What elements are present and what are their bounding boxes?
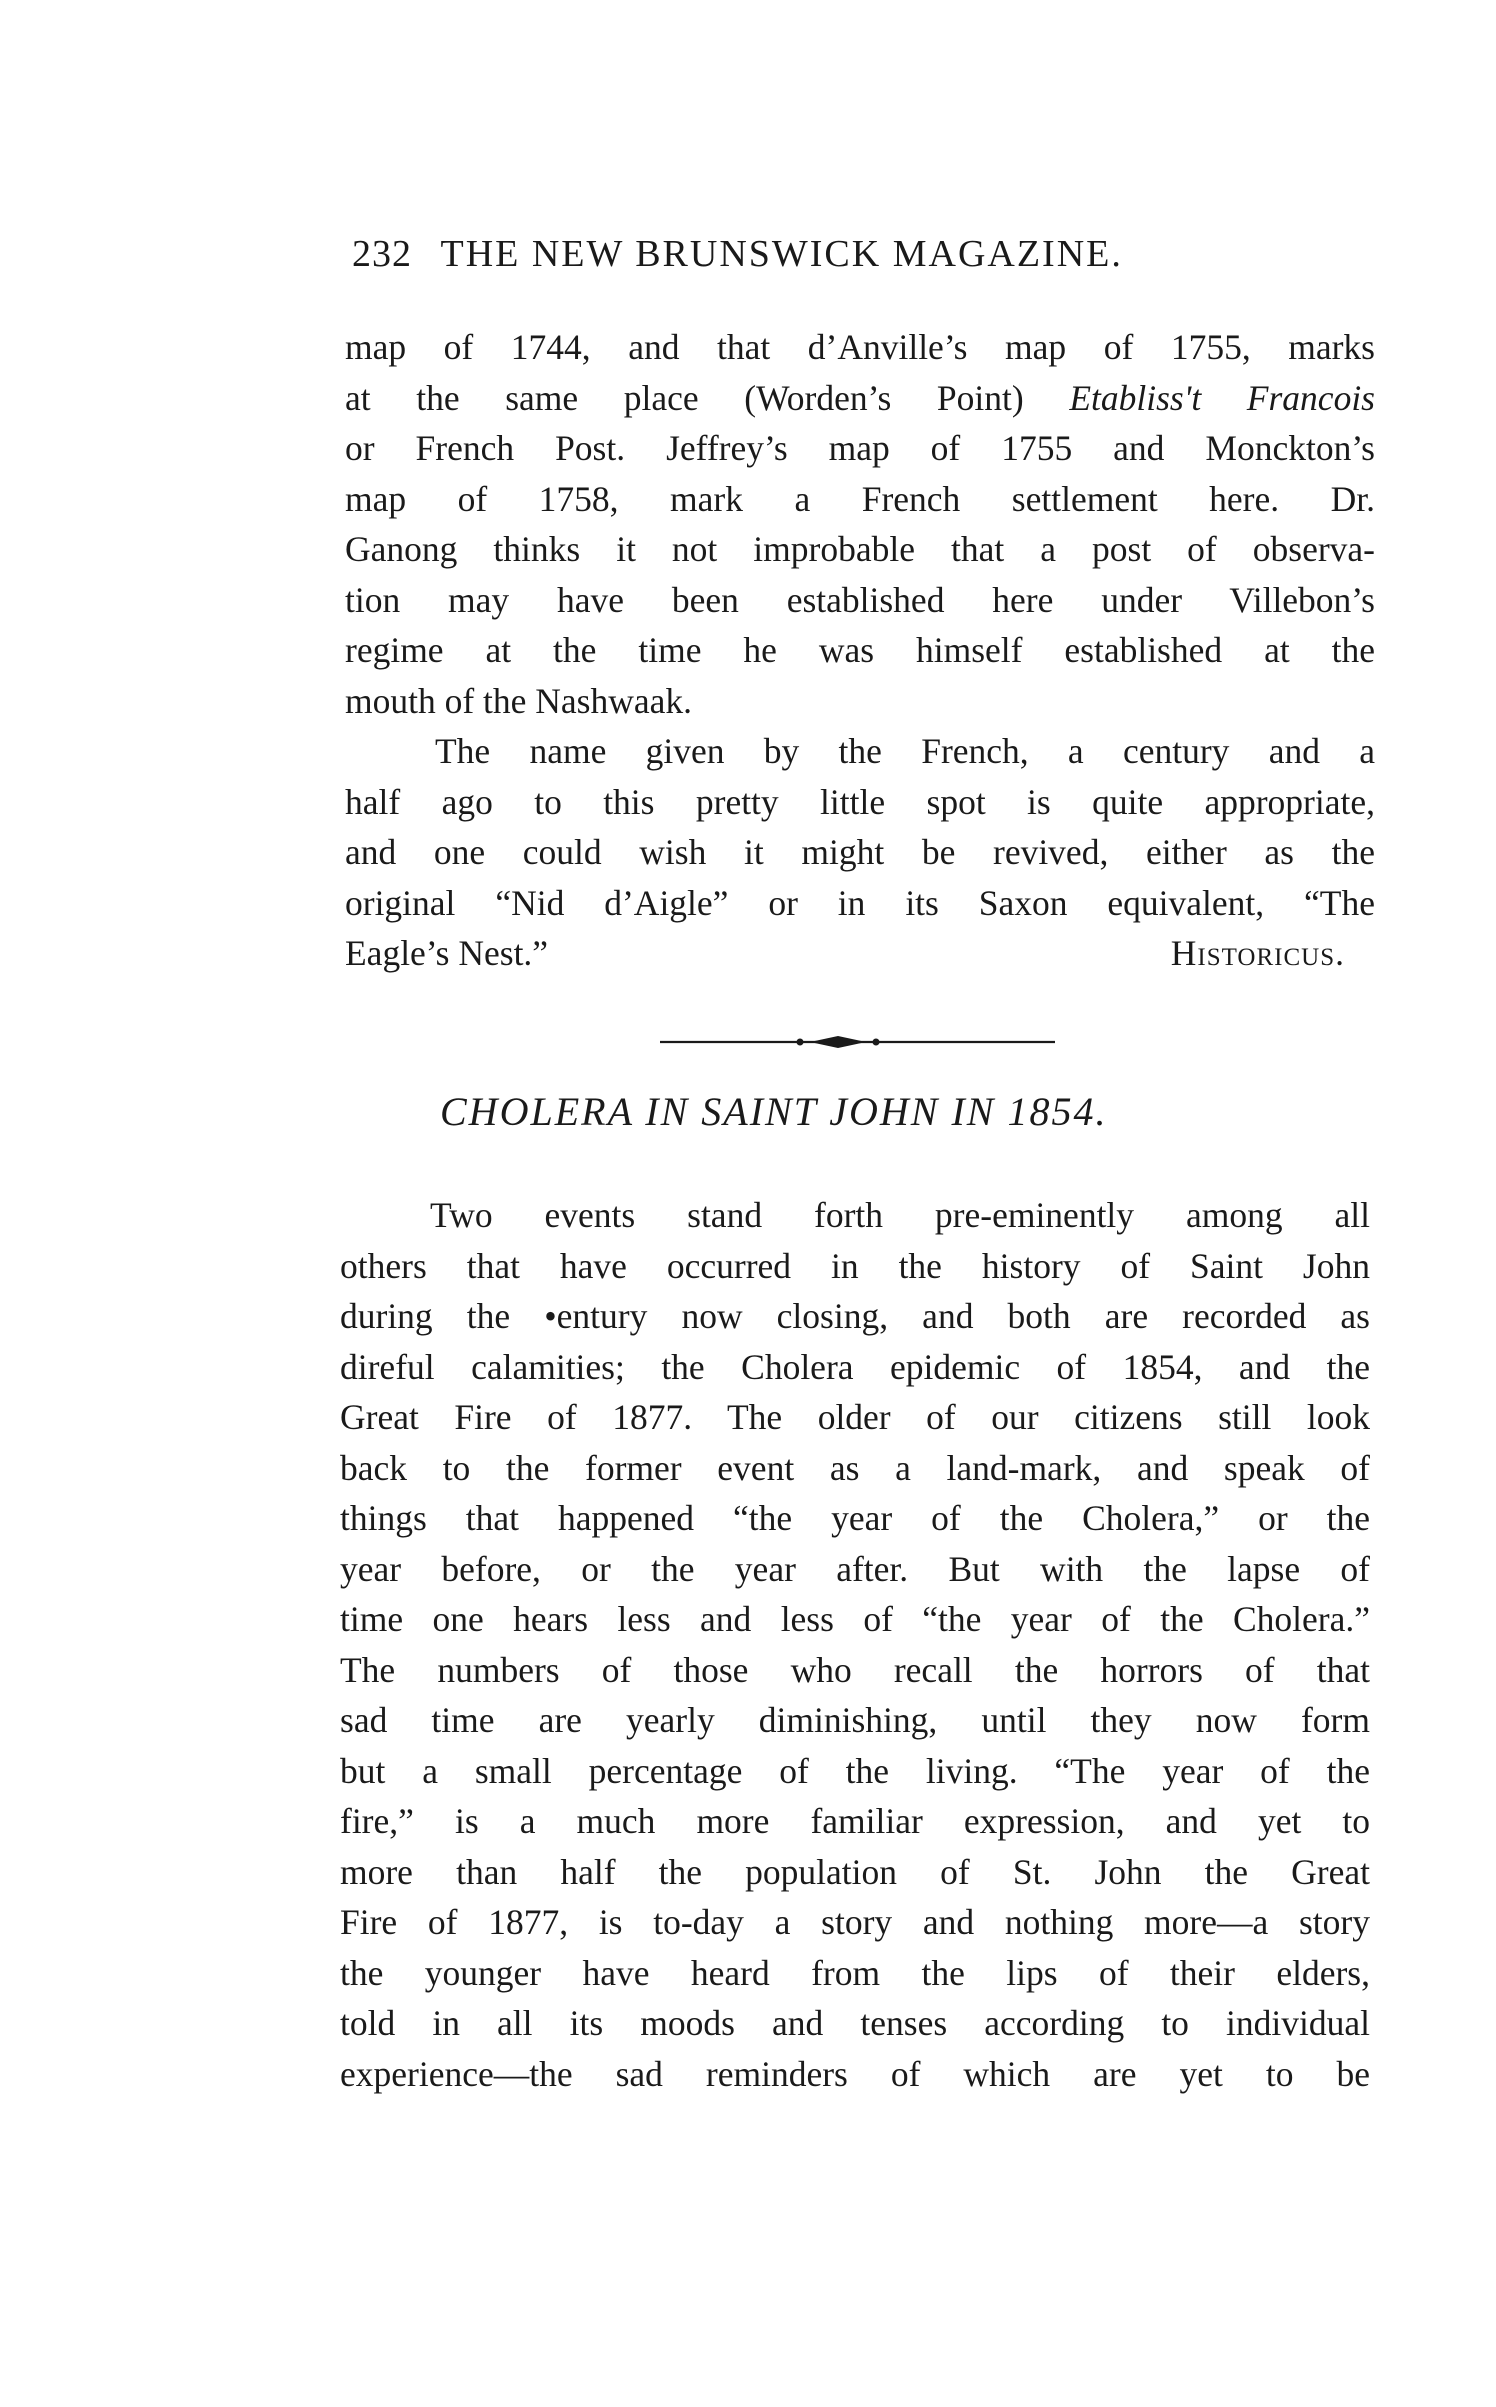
text-line: others that have occurred in the history of Saint John <box>340 1245 1370 1286</box>
text-line: Two events stand forth pre-eminently among all <box>430 1195 1370 1235</box>
text-line: map of 1758, mark a French settlement here. Dr. <box>345 478 1375 519</box>
text-line: but a small percentage of the living. “The year of the <box>340 1750 1370 1791</box>
text-line: The name given by the French, a century and a <box>435 731 1375 771</box>
heading-year: 1854. <box>1007 1089 1108 1134</box>
text-line: mouth of the Nashwaak. <box>345 680 693 721</box>
text-line: half ago to this pretty little spot is quite appropriate, <box>345 781 1375 822</box>
text-line: sad time are yearly diminishing, until they now form <box>340 1700 1370 1740</box>
text-line: told in all its moods and tenses according to individual <box>340 2003 1370 2043</box>
text-line: or French Post. Jeffrey’s map of 1755 and Monckton’s <box>345 428 1375 468</box>
text-line: Ganong thinks it not improbable that a post of observa- <box>345 529 1375 569</box>
text-line: and one could wish it might be revived, either as the <box>345 832 1375 872</box>
text-line: Fire of 1877, is to-day a story and nothing more—a story <box>340 1902 1370 1942</box>
page-number: 232 <box>352 233 412 275</box>
text-line: Eagle’s Nest.” Historicus. <box>345 928 1375 979</box>
text-line: tion may have been established here under Villebon’s <box>345 579 1375 620</box>
text-line: at the same place (Worden’s Point) Etabliss't Francois <box>345 377 1375 418</box>
text-line: original “Nid d’Aigle” or in its Saxon equivalent, “The <box>345 882 1375 923</box>
signature: Historicus. <box>1170 933 1345 973</box>
text-line: fire,” is a much more familiar expression, and yet to <box>340 1801 1370 1841</box>
text-line: during the •entury now closing, and both are recorded as <box>340 1296 1370 1336</box>
text-line: The numbers of those who recall the horrors of that <box>340 1649 1370 1690</box>
italic-phrase: Etabliss't Francois <box>1069 377 1375 418</box>
text-line: things that happened “the year of the Cholera,” or the <box>340 1498 1370 1538</box>
text-line: Great Fire of 1877. The older of our citizens still look <box>340 1397 1370 1437</box>
article-cholera-text <box>340 1190 1370 2099</box>
article-heading: CHOLERA IN SAINT JOHN IN 1854. <box>440 1089 1108 1134</box>
text-line: more than half the population of St. John the Great <box>340 1851 1370 1892</box>
text-line: direful calamities; the Cholera epidemic of 1854, and the <box>340 1346 1370 1387</box>
text-line: map of 1744, and that d’Anville’s map of 1755, marks <box>345 327 1375 367</box>
text-line: back to the former event as a land-mark, and speak of <box>340 1447 1370 1488</box>
text-line: regime at the time he was himself established at the <box>345 630 1375 670</box>
running-header <box>352 232 1352 276</box>
article-historicus-text <box>345 322 1375 979</box>
text-line: the younger have heard from the lips of their elders, <box>340 1952 1370 1993</box>
section-divider <box>660 1036 1055 1048</box>
text-line: time one hears less and less of “the year of the Cholera.” <box>340 1599 1370 1639</box>
magazine-title: THE NEW BRUNSWICK MAGAZINE. <box>440 233 1123 275</box>
text-line: year before, or the year after. But with the lapse of <box>340 1548 1370 1589</box>
text-line: experience—the sad reminders of which are yet to be <box>340 2053 1370 2094</box>
